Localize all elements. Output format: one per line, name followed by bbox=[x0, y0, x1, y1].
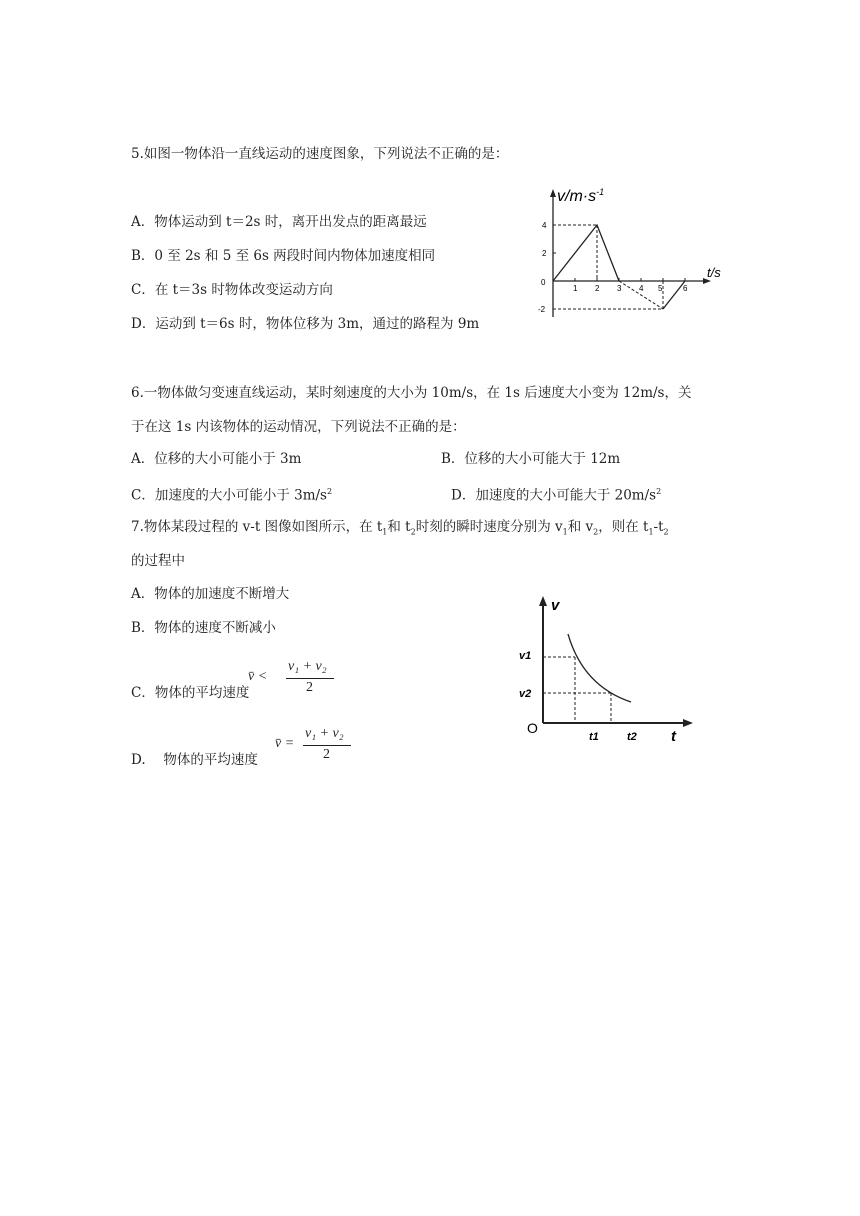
q7-option-a: A．物体的加速度不断增大 bbox=[131, 586, 290, 602]
q5-option-d: D．运动到 t＝6s 时，物体位移为 3m，通过的路程为 9m bbox=[131, 316, 480, 332]
q6-option-a: A．位移的大小可能小于 3m bbox=[131, 451, 302, 467]
q7-formula-d-numerator: v₁ + v₂ bbox=[305, 726, 344, 741]
q5-segment-0-3 bbox=[553, 225, 619, 281]
q5-origin: 0 bbox=[541, 278, 546, 287]
q5-xlabel: t/s bbox=[707, 265, 721, 280]
q5-vt-graph bbox=[535, 185, 735, 330]
q5-y-arrow bbox=[550, 189, 556, 197]
q5-option-b: B．0 至 2s 和 5 至 6s 两段时间内物体加速度相同 bbox=[131, 248, 436, 264]
q5-xtick-6: 6 bbox=[683, 284, 688, 293]
q5-ytick-4: 4 bbox=[542, 221, 547, 230]
q5-option-a: A．物体运动到 t＝2s 时，离开出发点的距离最远 bbox=[131, 214, 427, 230]
q5-xtick-1: 1 bbox=[573, 284, 578, 293]
q7-v1-label: v1 bbox=[519, 650, 532, 662]
q7-ylabel: v bbox=[551, 597, 560, 614]
q7-xlabel: t bbox=[671, 728, 676, 745]
q7-option-b: B．物体的速度不断减小 bbox=[131, 620, 276, 636]
q6-option-c: C．加速度的大小可能小于 $3m/s^2$ bbox=[131, 487, 333, 504]
q5-option-c: C．在 t＝3s 时物体改变运动方向 bbox=[131, 282, 333, 298]
q5-xtick-3: 3 bbox=[617, 284, 622, 293]
q5-xtick-2: 2 bbox=[595, 284, 600, 293]
q5-ylabel: $v/m\cdot s^{-1}$ bbox=[557, 187, 605, 205]
q6-option-d: D．加速度的大小可能大于 $20m/s^2$ bbox=[451, 487, 662, 504]
q7-option-c: C．物体的平均速度 bbox=[131, 685, 250, 701]
q5-segment-5-6 bbox=[663, 281, 685, 309]
q6-stem-line2: 于在这 1s 内该物体的运动情况，下列说法不正确的是： bbox=[131, 419, 466, 435]
q7-formula-d-denominator: 2 bbox=[323, 747, 330, 762]
q6-option-b: B．位移的大小可能大于 12m bbox=[441, 451, 621, 467]
q7-v2-label: v2 bbox=[519, 688, 532, 700]
q7-origin: O bbox=[527, 720, 538, 736]
q7-t2-label: t2 bbox=[627, 731, 637, 743]
q7-vt-curve bbox=[568, 634, 631, 702]
q7-vt-graph bbox=[505, 590, 705, 750]
q7-option-d: D. 物体的平均速度 bbox=[131, 752, 258, 768]
q7-formula-c-bar bbox=[286, 678, 334, 679]
q7-formula-c-denominator: 2 bbox=[306, 680, 313, 695]
q5-stem: 5.如图一物体沿一直线运动的速度图象，下列说法不正确的是： bbox=[131, 146, 509, 162]
q7-y-arrow bbox=[539, 596, 547, 606]
q7-formula-d bbox=[275, 726, 365, 766]
q5-xtick-4: 4 bbox=[639, 284, 644, 293]
q7-formula-c-numerator: v₁ + v₂ bbox=[288, 659, 327, 674]
q5-ytick-2: 2 bbox=[542, 249, 547, 258]
q5-ytick-neg2: -2 bbox=[538, 305, 546, 314]
q7-formula-d-bar bbox=[303, 745, 351, 746]
q7-stem-line1: 7.物体某段过程的 v-t 图像如图所示，在 $t_1$和 $t_2$时刻的瞬时速度分别为 $v_1$和 $v_2$，则在 $t_1-t_2$ bbox=[131, 519, 669, 537]
q7-stem-line2: 的过程中 bbox=[131, 553, 185, 569]
q7-t1-label: t1 bbox=[589, 731, 599, 743]
q7-formula-d-lhs: v̄ = bbox=[275, 736, 295, 751]
q7-formula-c-lhs: v̄ < bbox=[248, 669, 268, 684]
q6-stem-line1: 6.一物体做匀变速直线运动，某时刻速度的大小为 10m/s，在 1s 后速度大小变为 12m/s，关 bbox=[131, 385, 692, 401]
q5-xtick-5: 5 bbox=[658, 284, 663, 293]
q7-x-arrow bbox=[683, 719, 693, 727]
q7-formula-c bbox=[248, 659, 338, 699]
